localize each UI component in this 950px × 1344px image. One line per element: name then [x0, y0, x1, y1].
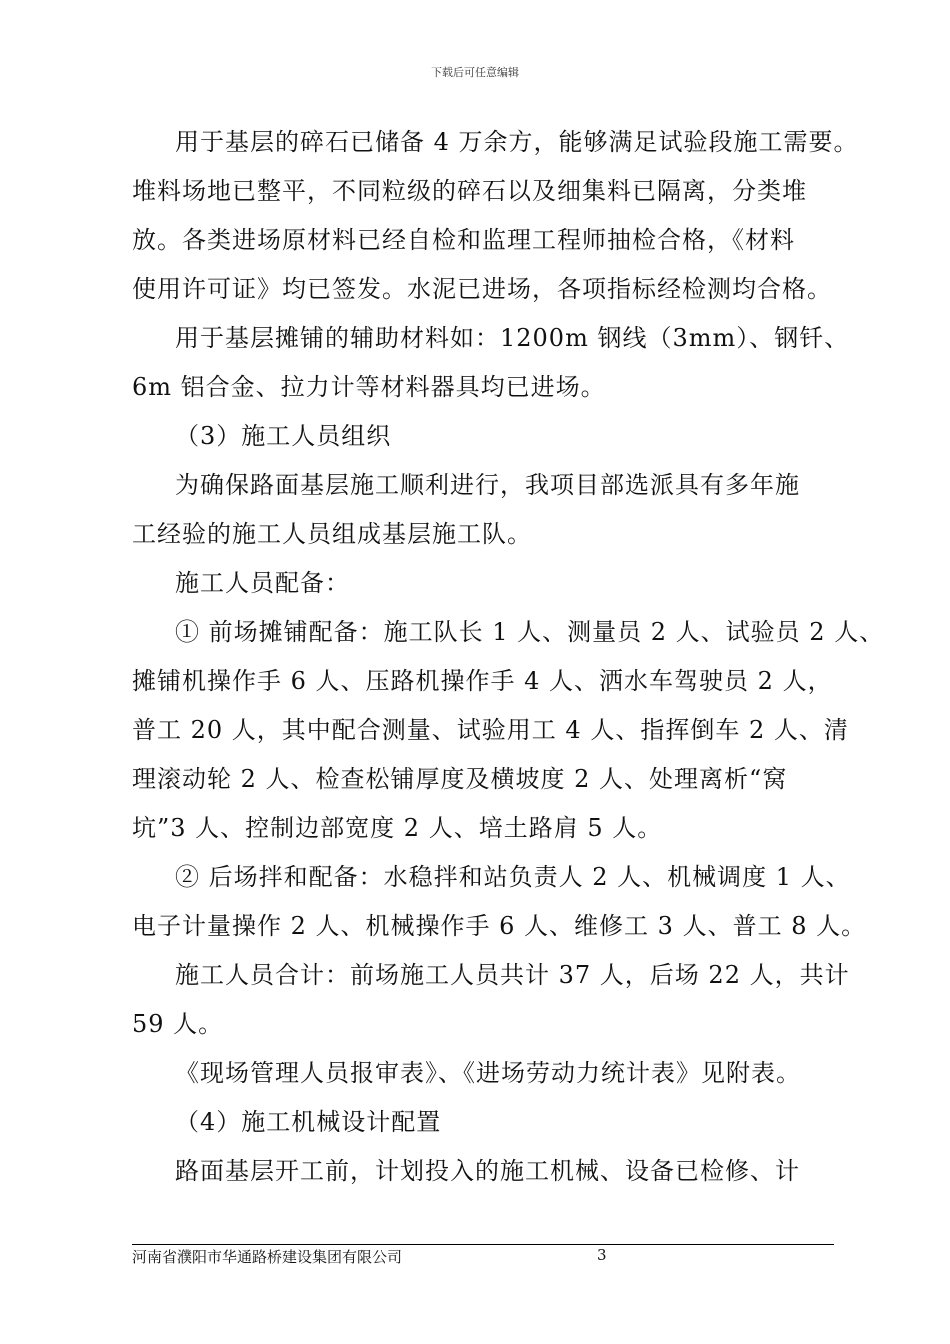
text-line: 工经验的施工人员组成基层施工队。: [132, 520, 532, 548]
text-line: 使用许可证》均已签发。水泥已进场，各项指标经检测均合格。: [132, 275, 832, 303]
text-line: 施工人员配备：: [175, 569, 350, 597]
text-line: 路面基层开工前，计划投入的施工机械、设备已检修、计: [175, 1157, 800, 1185]
section-heading: （4）施工机械设计配置: [175, 1108, 442, 1136]
body-text: [132, 118, 885, 1196]
text-line: 放。各类进场原材料已经自检和监理工程师抽检合格，《材料: [132, 226, 795, 254]
text-line: 理滚动轮 2 人、检查松铺厚度及横坡度 2 人、处理离析“窝: [132, 765, 788, 793]
page-number: 3: [597, 1246, 607, 1264]
text-line: 普工 20 人，其中配合测量、试验用工 4 人、指挥倒车 2 人、清: [132, 716, 849, 744]
text-line: 《现场管理人员报审表》、《进场劳动力统计表》见附表。: [175, 1059, 801, 1087]
text-line: 施工人员合计：前场施工人员共计 37 人，后场 22 人，共计: [175, 961, 850, 989]
text-line: 摊铺机操作手 6 人、压路机操作手 4 人、洒水车驾驶员 2 人，: [132, 667, 833, 695]
page-header: 下载后可任意编辑: [431, 66, 519, 79]
section-heading: （3）施工人员组织: [175, 422, 392, 450]
text-line: 坑”3 人、控制边部宽度 2 人、培土路肩 5 人。: [132, 814, 663, 842]
text-line: 为确保路面基层施工顺利进行，我项目部选派具有多年施: [175, 471, 800, 499]
text-line: 用于基层的碎石已储备 4 万余方，能够满足试验段施工需要。: [175, 128, 859, 156]
text-line: 59 人。: [132, 1010, 224, 1038]
footer-company: 河南省濮阳市华通路桥建设集团有限公司: [132, 1248, 403, 1266]
text-line: ② 后场拌和配备：水稳拌和站负责人 2 人、机械调度 1 人、: [175, 863, 851, 891]
text-line: 电子计量操作 2 人、机械操作手 6 人、维修工 3 人、普工 8 人。: [132, 912, 867, 940]
text-line: 堆料场地已整平，不同粒级的碎石以及细集料已隔离，分类堆: [132, 177, 807, 205]
text-line: 6m 铝合金、拉力计等材料器具均已进场。: [132, 373, 606, 401]
footer-divider: [132, 1244, 834, 1245]
text-line: 用于基层摊铺的辅助材料如：1200m 钢线（3mm）、钢钎、: [175, 324, 850, 352]
text-line: ① 前场摊铺配备：施工队长 1 人、测量员 2 人、试验员 2 人、: [175, 618, 885, 646]
